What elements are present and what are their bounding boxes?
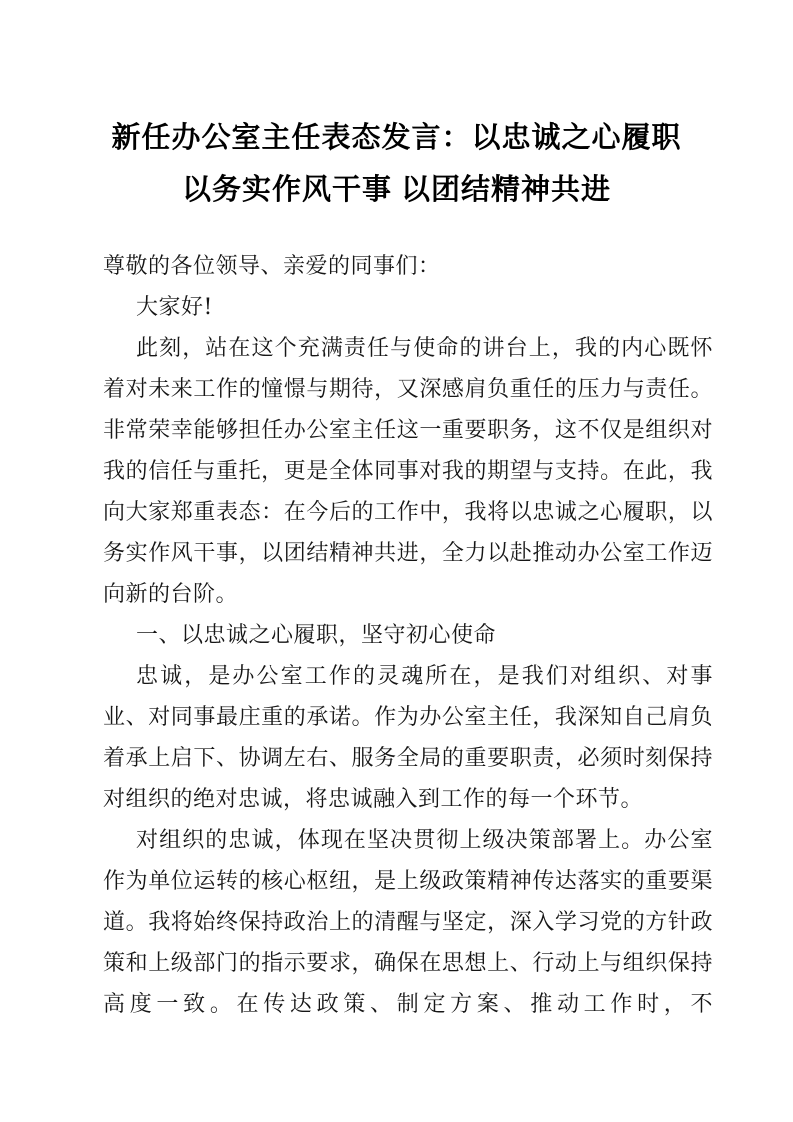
document-title bbox=[56, 112, 737, 216]
opening-paragraph: 此刻，站在这个充满责任与使命的讲台上，我的内心既怀着对未来工作的憧憬与期待，又深感肩负重任的压力与责任。非常荣幸能够担任办公室主任这一重要职务，这不仅是组织对我的信任与重托，更是全体同事对我的期望与支持。在此，我向大家郑重表态：在今后的工作中，我将以忠诚之心履职，以务实作风干事，以团结精神共进，全力以赴推动办公室工作迈向新的台阶。 bbox=[103, 336, 713, 607]
document-body bbox=[103, 246, 713, 1025]
document-title-line-2: 以务实作风干事 以团结精神共进 bbox=[181, 174, 612, 206]
salutation-line: 尊敬的各位领导、亲爱的同事们： bbox=[103, 254, 441, 279]
document-title-line-1: 新任办公室主任表态发言：以忠诚之心履职 bbox=[111, 122, 682, 154]
paragraph-implementation-cutoff: 对组织的忠诚，体现在坚决贯彻上级决策部署上。办公室作为单位运转的核心枢纽，是上级政策精神传达落实的重要渠道。我将始终保持政治上的清醒与坚定，深入学习党的方针政策和上级部门的指示要求，确保在思想上、行动上与组织保持高度一致。在传达政策、制定方案、推动工作时，不 bbox=[103, 828, 713, 1017]
section-heading-1: 一、以忠诚之心履职，坚守初心使命 bbox=[136, 623, 497, 648]
paragraph-loyalty: 忠诚，是办公室工作的灵魂所在，是我们对组织、对事业、对同事最庄重的承诺。作为办公室主任，我深知自己肩负着承上启下、协调左右、服务全局的重要职责，必须时刻保持对组织的绝对忠诚，将忠诚融入到工作的每一个环节。 bbox=[103, 664, 713, 812]
greeting-line: 大家好! bbox=[136, 295, 213, 320]
